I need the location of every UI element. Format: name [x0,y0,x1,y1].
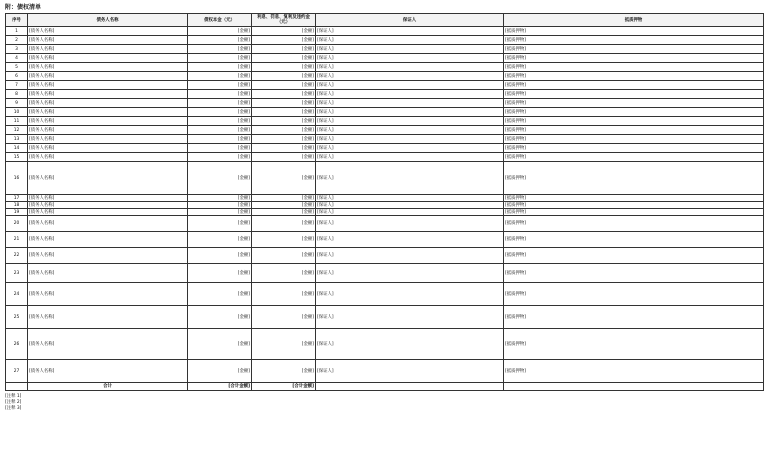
table-row [6,36,764,45]
row-debtor: [债务人名称] [28,202,188,209]
row-guarantor: [保证人] [316,126,504,135]
table-row [6,195,764,202]
row-debtor: [债务人名称] [28,117,188,126]
row-interest: [金额] [252,153,316,162]
row-principal: [金额] [188,209,252,216]
row-debtor: [债务人名称] [28,216,188,232]
table-row [6,126,764,135]
row-idx: 13 [6,135,28,144]
table-row [6,135,764,144]
row-idx: 20 [6,216,28,232]
table-row [6,248,764,264]
row-guarantor: [保证人] [316,144,504,153]
row-idx: 26 [6,329,28,360]
notes [5,394,763,412]
row-guarantor: [保证人] [316,54,504,63]
row-interest: [金额] [252,283,316,306]
row-principal: [金额] [188,202,252,209]
row-collateral: [抵质押物] [504,126,764,135]
row-principal: [金额] [188,72,252,81]
row-interest: [金额] [252,248,316,264]
row-interest: [金额] [252,209,316,216]
row-guarantor: [保证人] [316,360,504,383]
row-guarantor: [保证人] [316,329,504,360]
row-guarantor: [保证人] [316,195,504,202]
header-interest: 利息、罚息、复利及违约金（元） [252,14,316,27]
row-principal: [金额] [188,195,252,202]
row-principal: [金额] [188,117,252,126]
table-header [6,14,764,27]
row-principal: [金额] [188,63,252,72]
row-debtor: [债务人名称] [28,248,188,264]
row-principal: [金额] [188,153,252,162]
row-guarantor: [保证人] [316,216,504,232]
row-idx: 1 [6,27,28,36]
row-debtor: [债务人名称] [28,153,188,162]
row-collateral: [抵质押物] [504,108,764,117]
table-row [6,72,764,81]
row-idx: 15 [6,153,28,162]
table-row [6,27,764,36]
row-guarantor: [保证人] [316,232,504,248]
note-line: [注释 2] [5,400,22,405]
row-idx: 9 [6,99,28,108]
row-collateral: [抵质押物] [504,36,764,45]
note-line: [注释 3] [5,406,22,411]
row-collateral: [抵质押物] [504,135,764,144]
row-interest: [金额] [252,117,316,126]
row-collateral: [抵质押物] [504,90,764,99]
row-interest: [金额] [252,126,316,135]
row-idx: 25 [6,306,28,329]
row-interest: [金额] [252,54,316,63]
row-interest: [金额] [252,306,316,329]
row-guarantor: [保证人] [316,90,504,99]
table-row [6,117,764,126]
table-row [6,54,764,63]
row-interest: [金额] [252,72,316,81]
row-interest: [金额] [252,45,316,54]
row-interest: [金额] [252,63,316,72]
row-interest: [金额] [252,162,316,195]
row-principal: [金额] [188,232,252,248]
row-idx: 12 [6,126,28,135]
header-debtor: 债务人名称 [28,14,188,27]
row-debtor: [债务人名称] [28,108,188,117]
total-interest: [合计金额] [252,383,316,391]
row-principal: [金额] [188,27,252,36]
table-row [6,162,764,195]
row-guarantor: [保证人] [316,99,504,108]
table-row [6,90,764,99]
row-debtor: [债务人名称] [28,264,188,283]
row-collateral: [抵质押物] [504,45,764,54]
row-collateral: [抵质押物] [504,117,764,126]
total-principal: [合计金额] [188,383,252,391]
row-guarantor: [保证人] [316,162,504,195]
row-debtor: [债务人名称] [28,306,188,329]
page-title: 附：债权清单 [5,4,42,11]
row-idx: 4 [6,54,28,63]
table-row [6,45,764,54]
row-debtor: [债务人名称] [28,144,188,153]
row-interest: [金额] [252,232,316,248]
row-guarantor: [保证人] [316,45,504,54]
table-row [6,63,764,72]
row-debtor: [债务人名称] [28,360,188,383]
row-guarantor: [保证人] [316,36,504,45]
row-principal: [金额] [188,248,252,264]
row-collateral: [抵质押物] [504,144,764,153]
row-debtor: [债务人名称] [28,135,188,144]
row-guarantor: [保证人] [316,306,504,329]
row-debtor: [债务人名称] [28,209,188,216]
row-interest: [金额] [252,144,316,153]
row-interest: [金额] [252,27,316,36]
row-collateral: [抵质押物] [504,329,764,360]
table-row [6,81,764,90]
row-idx: 10 [6,108,28,117]
row-guarantor: [保证人] [316,283,504,306]
row-debtor: [债务人名称] [28,36,188,45]
total-row [6,383,764,391]
row-guarantor: [保证人] [316,81,504,90]
row-idx: 18 [6,202,28,209]
row-idx: 5 [6,63,28,72]
row-idx: 8 [6,90,28,99]
header-collateral: 抵质押物 [504,14,764,27]
row-interest: [金额] [252,360,316,383]
row-debtor: [债务人名称] [28,81,188,90]
row-idx: 14 [6,144,28,153]
row-principal: [金额] [188,144,252,153]
row-debtor: [债务人名称] [28,99,188,108]
row-collateral: [抵质押物] [504,63,764,72]
row-debtor: [债务人名称] [28,283,188,306]
total-label: 合计 [28,383,188,391]
row-collateral: [抵质押物] [504,209,764,216]
row-collateral: [抵质押物] [504,54,764,63]
row-interest: [金额] [252,264,316,283]
row-collateral: [抵质押物] [504,195,764,202]
row-interest: [金额] [252,216,316,232]
row-collateral: [抵质押物] [504,72,764,81]
row-collateral: [抵质押物] [504,81,764,90]
row-principal: [金额] [188,329,252,360]
row-principal: [金额] [188,54,252,63]
table-row [6,99,764,108]
row-principal: [金额] [188,99,252,108]
row-principal: [金额] [188,306,252,329]
row-collateral: [抵质押物] [504,162,764,195]
row-idx: 17 [6,195,28,202]
header-idx: 序号 [6,14,28,27]
row-principal: [金额] [188,264,252,283]
row-interest: [金额] [252,195,316,202]
row-interest: [金额] [252,202,316,209]
row-idx: 23 [6,264,28,283]
row-interest: [金额] [252,329,316,360]
row-interest: [金额] [252,99,316,108]
header-principal: 债权本金（元） [188,14,252,27]
row-guarantor: [保证人] [316,27,504,36]
row-collateral: [抵质押物] [504,283,764,306]
row-principal: [金额] [188,216,252,232]
row-guarantor: [保证人] [316,209,504,216]
row-debtor: [债务人名称] [28,90,188,99]
row-idx: 24 [6,283,28,306]
row-collateral: [抵质押物] [504,248,764,264]
row-debtor: [债务人名称] [28,63,188,72]
table-row [6,153,764,162]
row-principal: [金额] [188,108,252,117]
row-idx: 11 [6,117,28,126]
table-row [6,144,764,153]
table-row [6,264,764,283]
row-idx: 27 [6,360,28,383]
row-collateral: [抵质押物] [504,27,764,36]
row-guarantor: [保证人] [316,108,504,117]
row-collateral: [抵质押物] [504,153,764,162]
row-interest: [金额] [252,90,316,99]
row-idx: 2 [6,36,28,45]
row-idx: 16 [6,162,28,195]
row-idx: 22 [6,248,28,264]
row-principal: [金额] [188,162,252,195]
row-interest: [金额] [252,81,316,90]
row-guarantor: [保证人] [316,248,504,264]
table-row [6,306,764,329]
row-debtor: [债务人名称] [28,27,188,36]
row-principal: [金额] [188,45,252,54]
table-row [6,360,764,383]
note-line: [注释 1] [5,394,22,399]
row-collateral: [抵质押物] [504,99,764,108]
row-collateral: [抵质押物] [504,216,764,232]
row-guarantor: [保证人] [316,153,504,162]
row-idx: 7 [6,81,28,90]
row-principal: [金额] [188,90,252,99]
table-row [6,108,764,117]
row-collateral: [抵质押物] [504,264,764,283]
row-collateral: [抵质押物] [504,202,764,209]
row-collateral: [抵质押物] [504,360,764,383]
row-guarantor: [保证人] [316,63,504,72]
table-row [6,209,764,216]
table-row [6,202,764,209]
row-principal: [金额] [188,81,252,90]
row-debtor: [债务人名称] [28,329,188,360]
row-idx: 21 [6,232,28,248]
table-row [6,232,764,248]
row-debtor: [债务人名称] [28,232,188,248]
row-guarantor: [保证人] [316,264,504,283]
row-principal: [金额] [188,360,252,383]
row-interest: [金额] [252,135,316,144]
row-debtor: [债务人名称] [28,54,188,63]
row-collateral: [抵质押物] [504,232,764,248]
row-guarantor: [保证人] [316,135,504,144]
table-row [6,329,764,360]
row-idx: 19 [6,209,28,216]
row-debtor: [债务人名称] [28,45,188,54]
row-principal: [金额] [188,126,252,135]
row-idx: 3 [6,45,28,54]
row-idx: 6 [6,72,28,81]
row-principal: [金额] [188,135,252,144]
row-debtor: [债务人名称] [28,72,188,81]
row-guarantor: [保证人] [316,72,504,81]
row-interest: [金额] [252,36,316,45]
row-collateral: [抵质押物] [504,306,764,329]
row-guarantor: [保证人] [316,202,504,209]
row-interest: [金额] [252,108,316,117]
row-debtor: [债务人名称] [28,126,188,135]
table-row [6,216,764,232]
debt-table [5,13,764,391]
table-row [6,283,764,306]
row-debtor: [债务人名称] [28,162,188,195]
row-principal: [金额] [188,283,252,306]
row-guarantor: [保证人] [316,117,504,126]
row-debtor: [债务人名称] [28,195,188,202]
row-principal: [金额] [188,36,252,45]
header-guarantor: 保证人 [316,14,504,27]
